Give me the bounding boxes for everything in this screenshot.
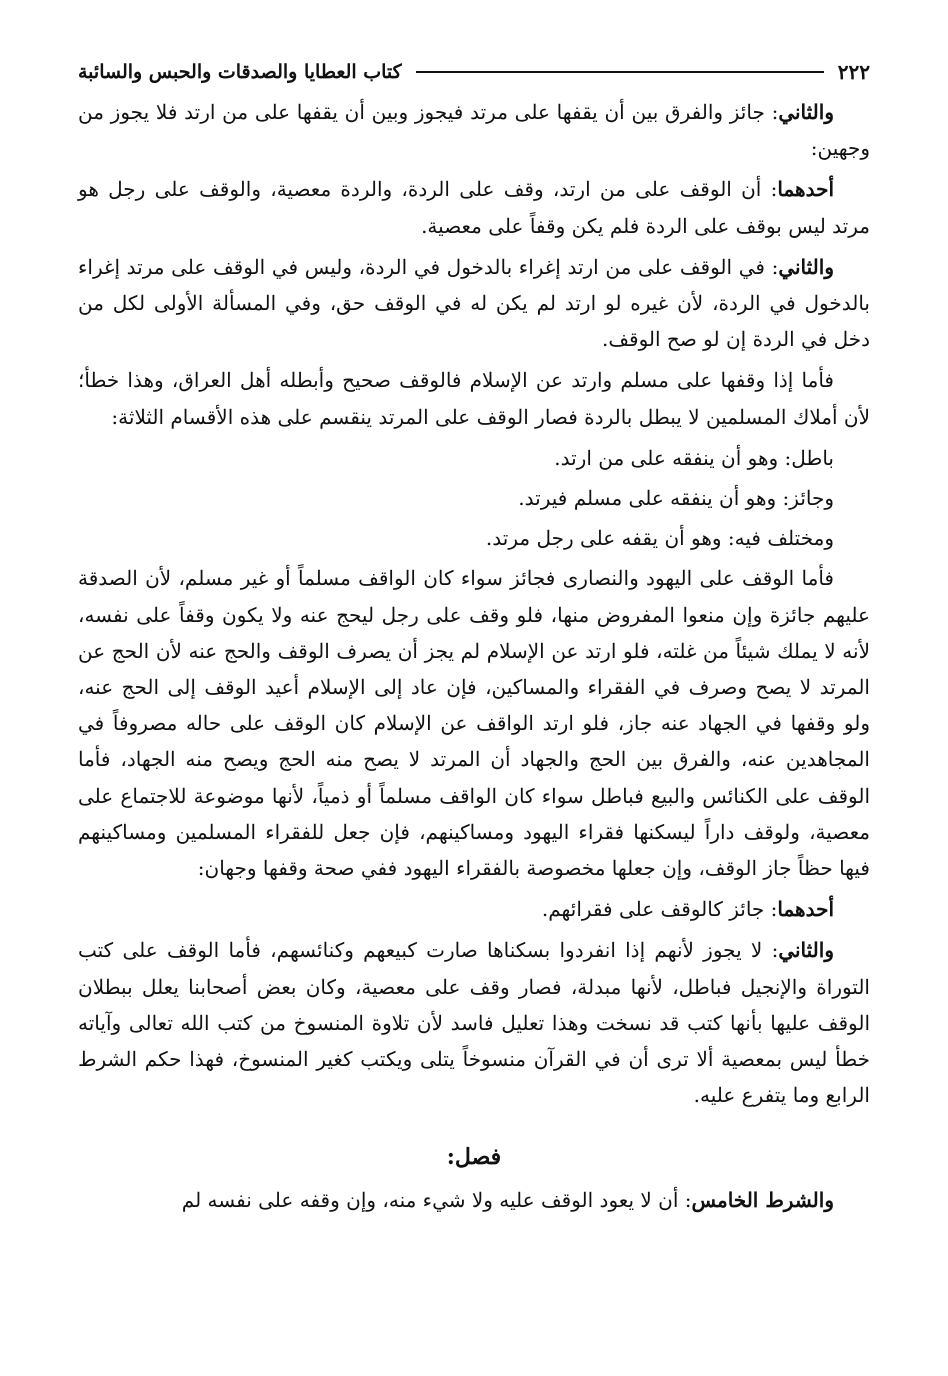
paragraph-text: : لا يجوز لأنهم إذا انفردوا بسكناها صارت كبيعهم وكنائسهم، فأما الوقف على كتب التوراة والإنجيل فباطل، لأنها مبدلة، فصار وقف على معصية، وكان بعض أصحابنا يعلل ببطلان الوقف عليها بأنها كتب قد نسخت وهذا تعليل فاسد لأن تلاوة المنسوخ من كتب الله تعالى وآياته خطأ ليس بمعصية ألا ترى أن في القرآن منسوخاً يتلى ويكتب كغير المنسوخ، فهذا حكم الشرط الرابع وما يتفرع عليه. — [78, 938, 870, 1108]
paragraph-text: فأما الوقف على اليهود والنصارى فجائز سواء كان الواقف مسلماً أو غير مسلم، لأن الصدقة عليهم جائزة وإن منعوا المفروض منها، فلو وقف على رجل ليحج عنه ولا يكون وقفاً على نفسه، لأنه لا يملك شيئاً من غلته، فلو ارتد عن الإسلام لم يجز أن يصرف الوقف والحج عنه لأن الحج عن المرتد لا يصح وصرف في الفقراء والمساكين، فإن عاد إلى الإسلام أعيد الوقف إلى الحج عنه، ولو وقفها في الجهاد عنه جاز، فلو ارتد الواقف عن الإسلام كان الوقف على حاله مصروفاً في المجاهدين عنه، والفرق بين الحج والجهاد أن المرتد لا يصح منه الحج ويصح منه الجهاد، فأما الوقف على الكنائس والبيع فباطل سواء كان الواقف مسلماً أو ذمياً، لأنها موضوعة للاجتماع على معصية، ولوقف داراً ليسكنها فقراء اليهود ومساكينهم، فإن جعل للفقراء المسلمين ومساكينهم فيها حظاً جاز الوقف، وإن جعلها مخصوصة بالفقراء اليهود ففي صحة وقفها وجهان: — [78, 566, 870, 881]
paragraph-text: : أن لا يعود الوقف عليه ولا شيء منه، وإن وقفه على نفسه لم — [181, 1187, 692, 1212]
paragraph-lead: والثاني — [778, 100, 834, 124]
paragraph-lead: والشرط الخامس — [691, 1187, 834, 1212]
running-header — [78, 50, 870, 94]
paragraph-lead: أحدهما — [777, 897, 834, 922]
paragraph-text: : في الوقف على من ارتد إغراء بالدخول في الردة، وليس في الوقف على مرتد إغراء بالدخول في الردة، لأن غيره لو ارتد لم يكن له في الوقف حق، وفي المسألة الأولى لكل من دخل في الردة إن لو صح الوقف. — [78, 254, 870, 352]
paragraph — [78, 891, 870, 927]
paragraph — [78, 94, 870, 166]
paragraph-text: : جائز كالوقف على فقرائهم. — [541, 897, 778, 922]
section-heading: فصل: — [446, 1144, 502, 1171]
page-body — [78, 94, 870, 1218]
page-number: ٢٢٢ — [837, 60, 870, 84]
category-item: باطل: وهو أن ينفقه على من ارتد. — [554, 445, 834, 470]
header-rule — [416, 71, 824, 73]
paragraph — [78, 171, 870, 243]
paragraph-text: فأما إذا وقفها على مسلم وارتد عن الإسلام فالوقف صحيح وأبطله أهل العراق، وهذا خطأ؛ لأن أملاك المسلمين لا يبطل بالردة فصار الوقف على المرتد ينقسم على هذه الأقسام الثلاثة: — [78, 368, 870, 429]
paragraph — [78, 932, 870, 1113]
paragraph-text: : جائز والفرق بين أن يقفها على مرتد فيجوز وبين أن يقفها على من ارتد فلا يجوز من وجهين: — [78, 100, 870, 161]
paragraph — [78, 1182, 870, 1218]
paragraph-lead: والثاني — [778, 254, 834, 279]
paragraph — [78, 560, 870, 886]
paragraph — [78, 249, 870, 358]
paragraph — [78, 362, 870, 434]
paragraph-text: : أن الوقف على من ارتد، وقف على الردة، والردة معصية، والوقف على رجل هو مرتد ليس بوقف على الردة فلم يكن وقفاً على معصية. — [78, 177, 870, 238]
paragraph-lead: والثاني — [778, 938, 834, 963]
category-item: ومختلف فيه: وهو أن يقفه على رجل مرتد. — [485, 526, 834, 551]
book-title: كتاب العطايا والصدقات والحبس والسائبة — [78, 61, 402, 83]
paragraph-lead: أحدهما — [777, 177, 834, 202]
category-item: وجائز: وهو أن ينفقه على مسلم فيرتد. — [518, 486, 834, 511]
